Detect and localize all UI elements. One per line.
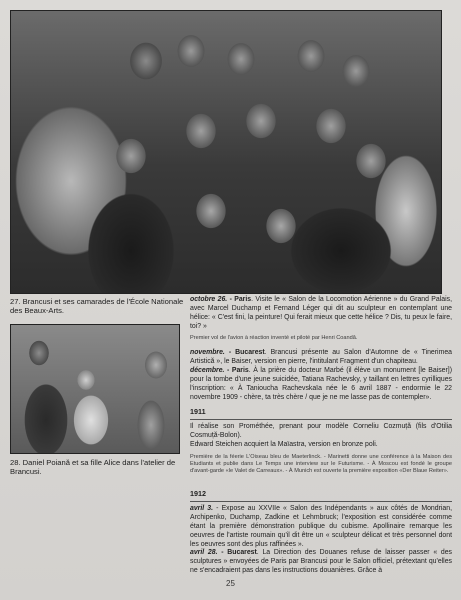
entry-note: Première de la féerie L'Oiseau bleu de Maeterlinck. - Marinetti donne une conférence à la Maison des Etudiants et publie dans Le Temps une interview sur le Futurisme. - À Moscou est fondé le groupe d'avant-garde «le Valet de Carreaux». - À Munich est ouverte la première exposition «Der Blaue Reiter».	[190, 453, 452, 474]
entry-nov-dec: novembre. - Bucarest. Brancusi présente au Salon d'Automne de « Tinerimea Artistică », le Baiser, version en pierre, l'intitulant Fragment d'un chapiteau. décembre. - Paris. À la prière du docteur Marbé (il élève un monument [le Baiser]) pour la tombe d'une jeune suicidée, Tatiana Rachevsky, y taillant en lettres cyrilliques l'inscription: « À Tanioucha Rachevskaïa née le 6 avril 1887 - endormie le 22 novembre 1909 - chère, ta très chère / que je ne me lasse pas de contempler».	[190, 349, 452, 401]
entry-place: Paris	[234, 296, 252, 303]
entry-date: avril 28.	[190, 549, 218, 557]
divider	[190, 501, 452, 502]
entry-text: Il réalise son Prométhée, prenant pour modèle Corneliu Cozmuță (fils d'Otilia Cosmuță-Bolon).	[190, 422, 452, 439]
divider	[190, 419, 452, 420]
entry-text: Edward Steichen acquiert la Maïastra, version en bronze poli.	[190, 440, 378, 448]
entry-date: décembre.	[190, 366, 225, 374]
entry-text: . À la prière du docteur Marbé (il élève un monument [le Baiser]) pour la tombe d'une jeune suicidée, Tatiana Rachevsky, y taillant en lettres cyrilliques l'inscription: « À Tanioucha Rachevskaïa née le 6 avril 1887 - endormie le 22 novembre 1909 - chère, ta très chère / que je ne me lasse pas de contempler».	[190, 366, 452, 401]
studio-photo	[10, 324, 180, 454]
entry-text: . La Direction des Douanes refuse de laisser passer « des sculptures » envoyées de Paris par Brancusi pour le Salon officiel, prétextant qu'elles ne s'encadraient pas dans les instructions douanières. Grâce à	[190, 549, 452, 575]
year-heading: 1911	[190, 407, 206, 416]
entry-date: avril 3.	[190, 504, 214, 512]
entry-october: octobre 26. - Paris. Visite le « Salon de la Locomotion Aérienne » du Grand Palais, avec Marcel Duchamp et Fernand Léger qui dit au sculpteur en contemplant une hélice: « C'est fini, la peinture! Qui ferait mieux que cette hélice ? Dis, tu peux le faire, toi? » Premier vol de l'avion à réaction inventé et piloté par Henri Coandă.	[190, 296, 452, 341]
year-heading: 1912	[190, 489, 206, 498]
entry-date: novembre.	[190, 349, 225, 356]
group-photo	[10, 10, 442, 294]
entry-note: Premier vol de l'avion à réaction inventé et piloté par Henri Coandă.	[190, 334, 358, 341]
section-1911	[190, 408, 452, 475]
caption-27: 27. Brancusi et ses camarades de l'École Nationale des Beaux-Arts.	[10, 297, 184, 316]
entry-date: octobre 26.	[190, 296, 228, 303]
entry-text: - Expose au XXVIIe « Salon des Indépendants » aux côtés de Mondrian, Archipenko, Duchamp, Zadkine et Lehmbruck; l'exposition est considérée comme étant la première démonstration publique du cubisme. Apollinaire remarque les oeuvres de l'artiste roumain qu'il dit être un « sculpteur délicat et très personnel dont les oeuvres sont des plus raffinées ».	[190, 504, 452, 548]
section-1912: 1912 avril 3. - Expose au XXVIIe « Salon des Indépendants » aux côtés de Mondrian, Archipenko, Duchamp, Zadkine et Lehmbruck; l'exposition est considérée comme étant la première démonstration publique du cubisme. Apollinaire remarque les oeuvres de l'artiste roumain qu'il dit être un « sculpteur délicat et très personnel dont les oeuvres sont des plus raffinées ». avril 28. - Bucarest. La Direction des Douanes refuse de laisser passer « des sculptures » envoyées de Paris par Brancusi pour le Salon officiel, prétextant qu'elles ne s'encadraient pas dans les instructions douanières. Grâce à	[190, 489, 452, 575]
entry-place: Bucarest	[227, 549, 257, 557]
caption-28: 28. Daniel Poiană et sa fille Alice dans l'atelier de Brancusi.	[10, 458, 176, 477]
entry-text: . Brancusi présente au Salon d'Automne de « Tinerimea Artistică », le Baiser, version en pierre, l'intitulant Fragment d'un chapiteau.	[190, 349, 452, 365]
page-number: 25	[226, 579, 235, 588]
entry-text: . Visite le « Salon de la Locomotion Aérienne » du Grand Palais, avec Marcel Duchamp et Fernand Léger qui dit au sculpteur en contemplant une hélice: « C'est fini, la peinture! Qui ferait mieux que cette hélice ? Dis, tu peux le faire, toi? »	[190, 296, 452, 330]
entry-place: Paris	[231, 366, 249, 374]
entry-place: Bucarest	[235, 349, 265, 356]
